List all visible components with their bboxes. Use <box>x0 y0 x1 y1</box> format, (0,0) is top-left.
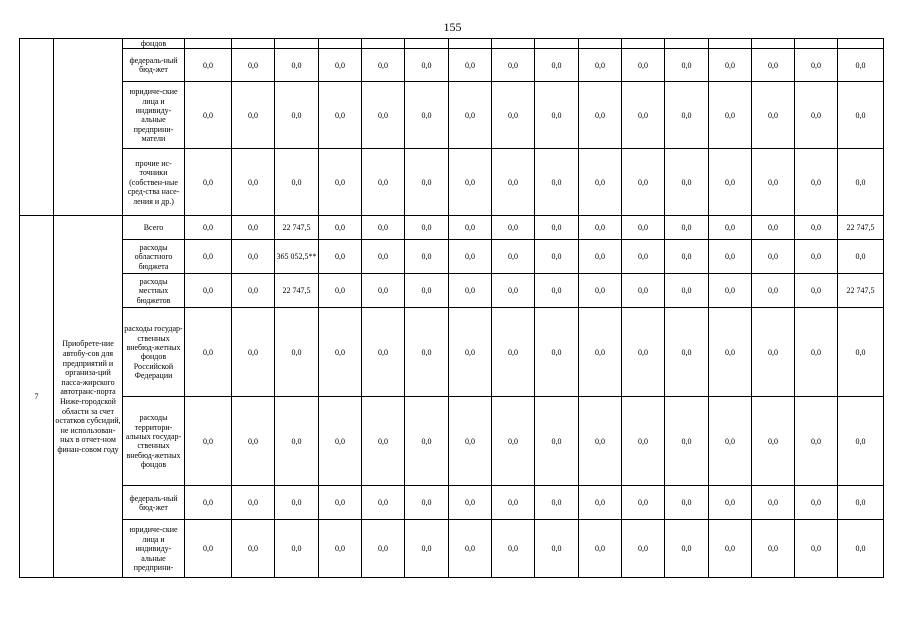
value-cell: 0,0 <box>449 49 492 82</box>
value-cell: 0,0 <box>752 82 795 149</box>
value-cell: 0,0 <box>622 240 665 274</box>
value-cell: 0,0 <box>319 520 362 578</box>
value-cell <box>838 39 884 49</box>
value-cell: 0,0 <box>665 308 709 397</box>
value-cell: 0,0 <box>492 397 535 486</box>
value-cell: 0,0 <box>232 397 275 486</box>
value-cell: 0,0 <box>319 82 362 149</box>
value-cell: 0,0 <box>665 520 709 578</box>
value-cell: 0,0 <box>579 486 622 520</box>
value-cell: 0,0 <box>362 397 405 486</box>
value-cell: 0,0 <box>838 240 884 274</box>
value-cell: 22 747,5 <box>275 274 319 308</box>
value-cell: 0,0 <box>492 149 535 216</box>
value-cell: 0,0 <box>795 520 838 578</box>
value-cell: 0,0 <box>319 308 362 397</box>
value-cell: 0,0 <box>535 216 579 240</box>
value-cell: 0,0 <box>362 520 405 578</box>
value-cell: 0,0 <box>579 216 622 240</box>
value-cell: 0,0 <box>838 149 884 216</box>
value-cell: 0,0 <box>838 486 884 520</box>
value-cell: 0,0 <box>709 308 752 397</box>
row-label: расходы областного бюджета <box>123 240 185 274</box>
value-cell: 0,0 <box>405 82 449 149</box>
value-cell: 0,0 <box>795 216 838 240</box>
value-cell: 22 747,5 <box>838 274 884 308</box>
row-label: прочие ис-точники (собствен-ные сред-ства насе-ления и др.) <box>123 149 185 216</box>
table-row <box>20 49 884 82</box>
value-cell: 0,0 <box>622 308 665 397</box>
value-cell: 0,0 <box>622 520 665 578</box>
value-cell: 0,0 <box>449 149 492 216</box>
value-cell: 0,0 <box>622 149 665 216</box>
value-cell: 0,0 <box>492 520 535 578</box>
value-cell: 0,0 <box>795 308 838 397</box>
value-cell: 0,0 <box>752 308 795 397</box>
table-row <box>20 486 884 520</box>
value-cell: 0,0 <box>838 520 884 578</box>
table-body <box>20 39 884 578</box>
value-cell: 0,0 <box>275 82 319 149</box>
value-cell: 0,0 <box>185 49 232 82</box>
value-cell: 0,0 <box>405 240 449 274</box>
row-label: фондов <box>123 39 185 49</box>
value-cell: 0,0 <box>579 149 622 216</box>
table-row <box>20 216 884 240</box>
table-row <box>20 308 884 397</box>
value-cell: 0,0 <box>449 397 492 486</box>
item-number: 7 <box>20 216 54 578</box>
value-cell: 0,0 <box>362 486 405 520</box>
value-cell: 0,0 <box>752 216 795 240</box>
value-cell: 0,0 <box>579 240 622 274</box>
value-cell <box>752 39 795 49</box>
value-cell: 22 747,5 <box>275 216 319 240</box>
table-row <box>20 397 884 486</box>
value-cell: 0,0 <box>449 486 492 520</box>
value-cell: 0,0 <box>838 49 884 82</box>
prev-item-name-cell <box>54 39 123 216</box>
value-cell: 0,0 <box>622 49 665 82</box>
value-cell: 0,0 <box>535 308 579 397</box>
value-cell <box>185 39 232 49</box>
value-cell: 0,0 <box>319 397 362 486</box>
value-cell <box>405 39 449 49</box>
value-cell: 0,0 <box>232 240 275 274</box>
value-cell: 0,0 <box>185 240 232 274</box>
value-cell: 0,0 <box>709 240 752 274</box>
value-cell: 0,0 <box>405 49 449 82</box>
value-cell: 0,0 <box>838 308 884 397</box>
value-cell <box>579 39 622 49</box>
row-label: расходы местных бюджетов <box>123 274 185 308</box>
value-cell <box>449 39 492 49</box>
value-cell: 0,0 <box>362 240 405 274</box>
value-cell: 0,0 <box>838 397 884 486</box>
value-cell <box>492 39 535 49</box>
value-cell: 0,0 <box>449 520 492 578</box>
value-cell: 0,0 <box>795 49 838 82</box>
value-cell: 0,0 <box>449 308 492 397</box>
value-cell <box>362 39 405 49</box>
value-cell: 0,0 <box>319 274 362 308</box>
row-label: юридиче-ские лица и индивиду-альные предприни-матели <box>123 82 185 149</box>
row-label: расходы государ-ственных внебюд-жетных фондов Российской Федерации <box>123 308 185 397</box>
value-cell: 0,0 <box>405 149 449 216</box>
value-cell: 0,0 <box>362 216 405 240</box>
value-cell: 0,0 <box>752 274 795 308</box>
value-cell: 0,0 <box>232 308 275 397</box>
value-cell: 0,0 <box>665 82 709 149</box>
value-cell: 0,0 <box>319 486 362 520</box>
value-cell: 22 747,5 <box>838 216 884 240</box>
table-row <box>20 240 884 274</box>
value-cell: 0,0 <box>752 149 795 216</box>
value-cell: 0,0 <box>405 216 449 240</box>
value-cell: 0,0 <box>665 274 709 308</box>
value-cell: 0,0 <box>795 397 838 486</box>
value-cell: 0,0 <box>622 274 665 308</box>
value-cell: 0,0 <box>665 149 709 216</box>
value-cell <box>535 39 579 49</box>
value-cell: 0,0 <box>362 308 405 397</box>
value-cell: 0,0 <box>232 520 275 578</box>
value-cell: 0,0 <box>665 486 709 520</box>
value-cell: 0,0 <box>709 520 752 578</box>
value-cell: 0,0 <box>275 486 319 520</box>
value-cell: 0,0 <box>275 397 319 486</box>
value-cell: 0,0 <box>535 49 579 82</box>
value-cell: 0,0 <box>535 274 579 308</box>
value-cell: 0,0 <box>319 49 362 82</box>
value-cell: 0,0 <box>185 308 232 397</box>
value-cell: 0,0 <box>449 274 492 308</box>
value-cell: 0,0 <box>319 216 362 240</box>
value-cell: 0,0 <box>752 397 795 486</box>
value-cell: 0,0 <box>579 274 622 308</box>
value-cell: 0,0 <box>319 240 362 274</box>
value-cell: 0,0 <box>449 82 492 149</box>
value-cell: 0,0 <box>232 149 275 216</box>
value-cell: 0,0 <box>232 82 275 149</box>
value-cell: 0,0 <box>622 216 665 240</box>
row-label: расходы территори-альных государ-ственных внебюд-жетных фондов <box>123 397 185 486</box>
value-cell: 0,0 <box>492 240 535 274</box>
value-cell <box>319 39 362 49</box>
value-cell: 0,0 <box>492 216 535 240</box>
value-cell <box>622 39 665 49</box>
row-label: федераль-ный бюд-жет <box>123 486 185 520</box>
value-cell: 0,0 <box>362 49 405 82</box>
value-cell: 0,0 <box>405 308 449 397</box>
row-label: федераль-ный бюд-жет <box>123 49 185 82</box>
value-cell: 0,0 <box>622 397 665 486</box>
value-cell: 0,0 <box>449 216 492 240</box>
value-cell: 0,0 <box>232 49 275 82</box>
value-cell: 0,0 <box>185 149 232 216</box>
value-cell: 0,0 <box>795 274 838 308</box>
value-cell: 0,0 <box>492 274 535 308</box>
value-cell: 0,0 <box>449 240 492 274</box>
value-cell: 0,0 <box>362 149 405 216</box>
value-cell: 0,0 <box>405 274 449 308</box>
value-cell: 0,0 <box>232 486 275 520</box>
value-cell: 0,0 <box>275 308 319 397</box>
value-cell: 0,0 <box>535 397 579 486</box>
value-cell: 0,0 <box>579 520 622 578</box>
value-cell: 0,0 <box>185 486 232 520</box>
value-cell: 365 052,5** <box>275 240 319 274</box>
budget-table <box>19 38 884 578</box>
value-cell <box>709 39 752 49</box>
value-cell: 0,0 <box>752 49 795 82</box>
table-row <box>20 520 884 578</box>
value-cell: 0,0 <box>535 149 579 216</box>
value-cell: 0,0 <box>319 149 362 216</box>
row-label: Всего <box>123 216 185 240</box>
value-cell: 0,0 <box>579 49 622 82</box>
value-cell: 0,0 <box>795 149 838 216</box>
page-number: 155 <box>443 20 462 34</box>
value-cell: 0,0 <box>405 486 449 520</box>
value-cell: 0,0 <box>362 274 405 308</box>
value-cell: 0,0 <box>405 520 449 578</box>
value-cell: 0,0 <box>752 486 795 520</box>
value-cell: 0,0 <box>752 240 795 274</box>
value-cell: 0,0 <box>622 486 665 520</box>
prev-item-number-cell <box>20 39 54 216</box>
value-cell: 0,0 <box>362 82 405 149</box>
value-cell: 0,0 <box>665 216 709 240</box>
value-cell: 0,0 <box>709 486 752 520</box>
table-row <box>20 149 884 216</box>
value-cell: 0,0 <box>185 520 232 578</box>
value-cell: 0,0 <box>185 274 232 308</box>
value-cell: 0,0 <box>709 149 752 216</box>
value-cell <box>275 39 319 49</box>
value-cell: 0,0 <box>275 49 319 82</box>
value-cell: 0,0 <box>185 216 232 240</box>
row-label: юридиче-ские лица и индивиду-альные предприни- <box>123 520 185 578</box>
value-cell: 0,0 <box>795 82 838 149</box>
value-cell: 0,0 <box>185 397 232 486</box>
value-cell: 0,0 <box>232 274 275 308</box>
value-cell: 0,0 <box>535 486 579 520</box>
value-cell: 0,0 <box>709 49 752 82</box>
value-cell: 0,0 <box>795 486 838 520</box>
value-cell: 0,0 <box>535 520 579 578</box>
value-cell: 0,0 <box>492 82 535 149</box>
value-cell: 0,0 <box>185 82 232 149</box>
value-cell: 0,0 <box>795 240 838 274</box>
table-row <box>20 82 884 149</box>
value-cell: 0,0 <box>405 397 449 486</box>
value-cell: 0,0 <box>665 240 709 274</box>
value-cell: 0,0 <box>709 216 752 240</box>
value-cell <box>232 39 275 49</box>
value-cell: 0,0 <box>535 240 579 274</box>
value-cell: 0,0 <box>492 308 535 397</box>
value-cell <box>795 39 838 49</box>
value-cell: 0,0 <box>709 397 752 486</box>
value-cell: 0,0 <box>709 274 752 308</box>
value-cell: 0,0 <box>752 520 795 578</box>
value-cell: 0,0 <box>492 486 535 520</box>
table-row <box>20 39 884 49</box>
value-cell: 0,0 <box>275 520 319 578</box>
table-row <box>20 274 884 308</box>
value-cell: 0,0 <box>622 82 665 149</box>
value-cell: 0,0 <box>579 82 622 149</box>
value-cell: 0,0 <box>492 49 535 82</box>
value-cell: 0,0 <box>838 82 884 149</box>
value-cell: 0,0 <box>579 308 622 397</box>
value-cell: 0,0 <box>665 397 709 486</box>
value-cell: 0,0 <box>275 149 319 216</box>
value-cell: 0,0 <box>232 216 275 240</box>
value-cell: 0,0 <box>579 397 622 486</box>
value-cell: 0,0 <box>665 49 709 82</box>
value-cell: 0,0 <box>709 82 752 149</box>
item-name: Приобрете-ние автобу-сов для предприятий и организа-ций пасса-жирского автотранс-порта Ниже-городской области за счет остатков субсидий, не использован-ных в отчет-ном финан-совом году <box>54 216 123 578</box>
value-cell: 0,0 <box>535 82 579 149</box>
value-cell <box>665 39 709 49</box>
